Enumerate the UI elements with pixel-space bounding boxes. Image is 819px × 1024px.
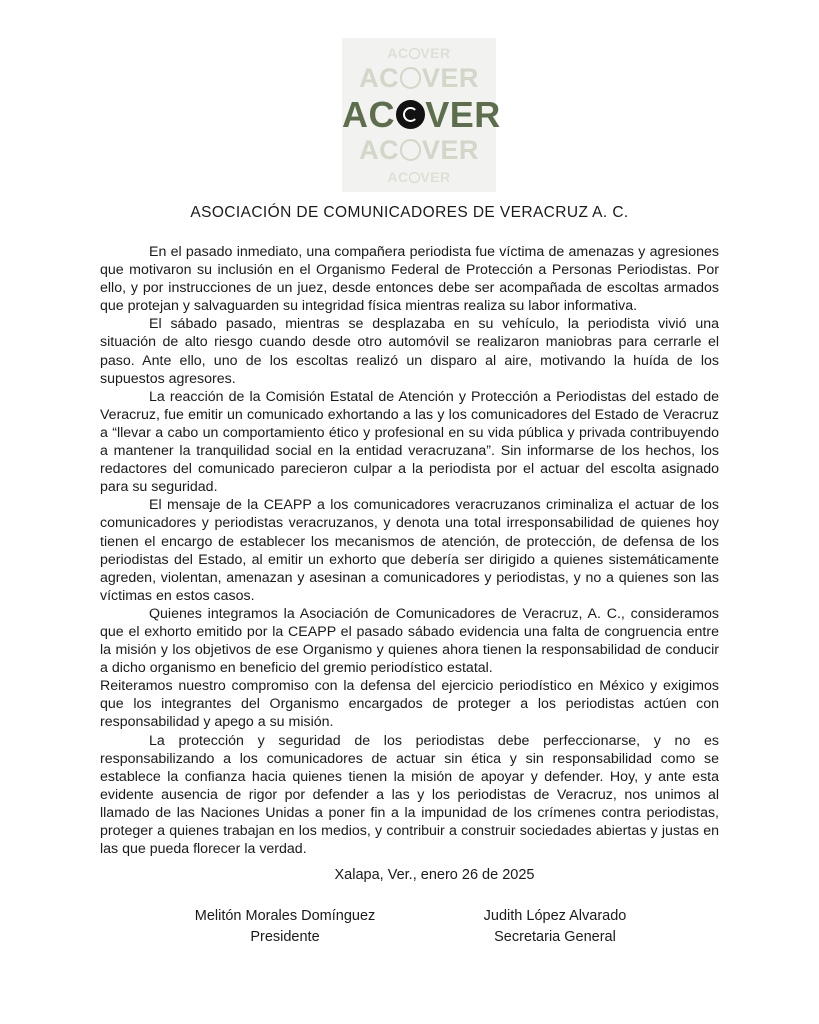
logo-ring-icon	[409, 48, 420, 59]
signature-block-president	[160, 906, 410, 948]
logo-spiral-icon	[396, 100, 425, 129]
signature-role: Presidente	[250, 929, 320, 945]
date-line: Xalapa, Ver., enero 26 de 2025	[334, 867, 535, 883]
logo-word-small-top: AC VER	[387, 45, 451, 61]
paragraph-4: El mensaje de la CEAPP a los comunicadores veracruzanos criminaliza el actuar de los comunicadores y periodistas veracruzanos, y denota una total irresponsabilidad de quienes hoy tienen el encargo de establecer los mecanismos de atención, de protección, de defensa de los periodistas del Estado, al emitir un exhorto que debería ser dirigido a quienes sistemáticamente agreden, violentan, amenazan y asesinan a comunicadores y periodistas, y no a quienes son las víctimas en estos casos.	[100, 497, 719, 604]
signature-block-secretary	[440, 906, 670, 948]
document-title: ASOCIACIÓN DE COMUNICADORES DE VERACRUZ A. C.	[190, 204, 629, 221]
logo-ring-icon	[400, 139, 422, 161]
logo-word-faint-top: AC VER	[359, 63, 479, 93]
paragraph-2: El sábado pasado, mientras se desplazaba en su vehículo, la periodista vivió una situación de alto riesgo cuando desde otro automóvil se realizaron maniobras para cerrarle el paso. Ante ello, uno de los escoltas realizó un disparo al aire, motivando la huída de los supuestos agresores.	[100, 316, 719, 387]
paragraph-3: La reacción de la Comisión Estatal de Atención y Protección a Periodistas del estado de Veracruz, fue emitir un comunicado exhortando a las y los comunicadores del Estado de Veracruz a “llevar a cabo un comportamiento ético y profesional en su vida pública y privada contribuyendo a mantener la tranquilidad social en la entidad veracruzana”. Sin informarse de los hechos, los redactores del comunicado parecieron culpar a la periodista por el actuar del escolta asignado para su seguridad.	[100, 388, 719, 496]
logo-ring-icon	[409, 172, 420, 183]
signature-role: Secretaria General	[494, 929, 616, 945]
acover-logo	[342, 38, 501, 192]
logo-word-small-bottom: AC VER	[387, 169, 451, 185]
signature-name: Melitón Morales Domínguez	[194, 908, 376, 924]
paragraph-7: La protección y seguridad de los periodistas debe perfeccionarse, y no es responsabilizando a los comunicadores de actuar sin ética y sin responsabilidad como se establece la confianza hacia quienes tienen la misión de apoyar y defender. Hoy, y ante esta evidente ausencia de rigor por defender a las y los periodistas de Veracruz, nos unimos al llamado de las Naciones Unidas a poner fin a la impunidad de los crímenes contra periodistas, proteger a quienes trabajan en los medios, y contribuir a construir sociedades abiertas y justas en las que pueda florecer la verdad.	[100, 732, 719, 858]
logo-ring-icon	[400, 67, 422, 89]
paragraph-6: Reiteramos nuestro compromiso con la defensa del ejercicio periodístico en México y exigimos que los integrantes del Organismo encargados de proteger a los periodistas actúen con responsabilidad y apego a su misión.	[100, 678, 719, 731]
signature-name: Judith López Alvarado	[483, 908, 627, 924]
logo-word-faint-bottom: AC VER	[359, 135, 479, 165]
paragraph-1: En el pasado inmediato, una compañera periodista fue víctima de amenazas y agresiones que motivaron su inclusión en el Organismo Federal de Protección a Personas Periodistas. Por ello, y por instrucciones de un juez, desde entonces debe ser acompañada de escoltas armados que protejan y salvaguarden su integridad física mientras realiza su labor informativa.	[100, 244, 719, 315]
paragraph-5: Quienes integramos la Asociación de Comunicadores de Veracruz, A. C., consideramos que el exhorto emitido por la CEAPP el pasado sábado evidencia una falta de congruencia entre la misión y los objetivos de ese Organismo y quienes ahora tienen la responsabilidad de conducir a dicho organismo en beneficio del gremio periodístico estatal.	[100, 605, 719, 677]
document-body	[100, 243, 719, 858]
logo-word-main: AC VER	[342, 94, 501, 135]
